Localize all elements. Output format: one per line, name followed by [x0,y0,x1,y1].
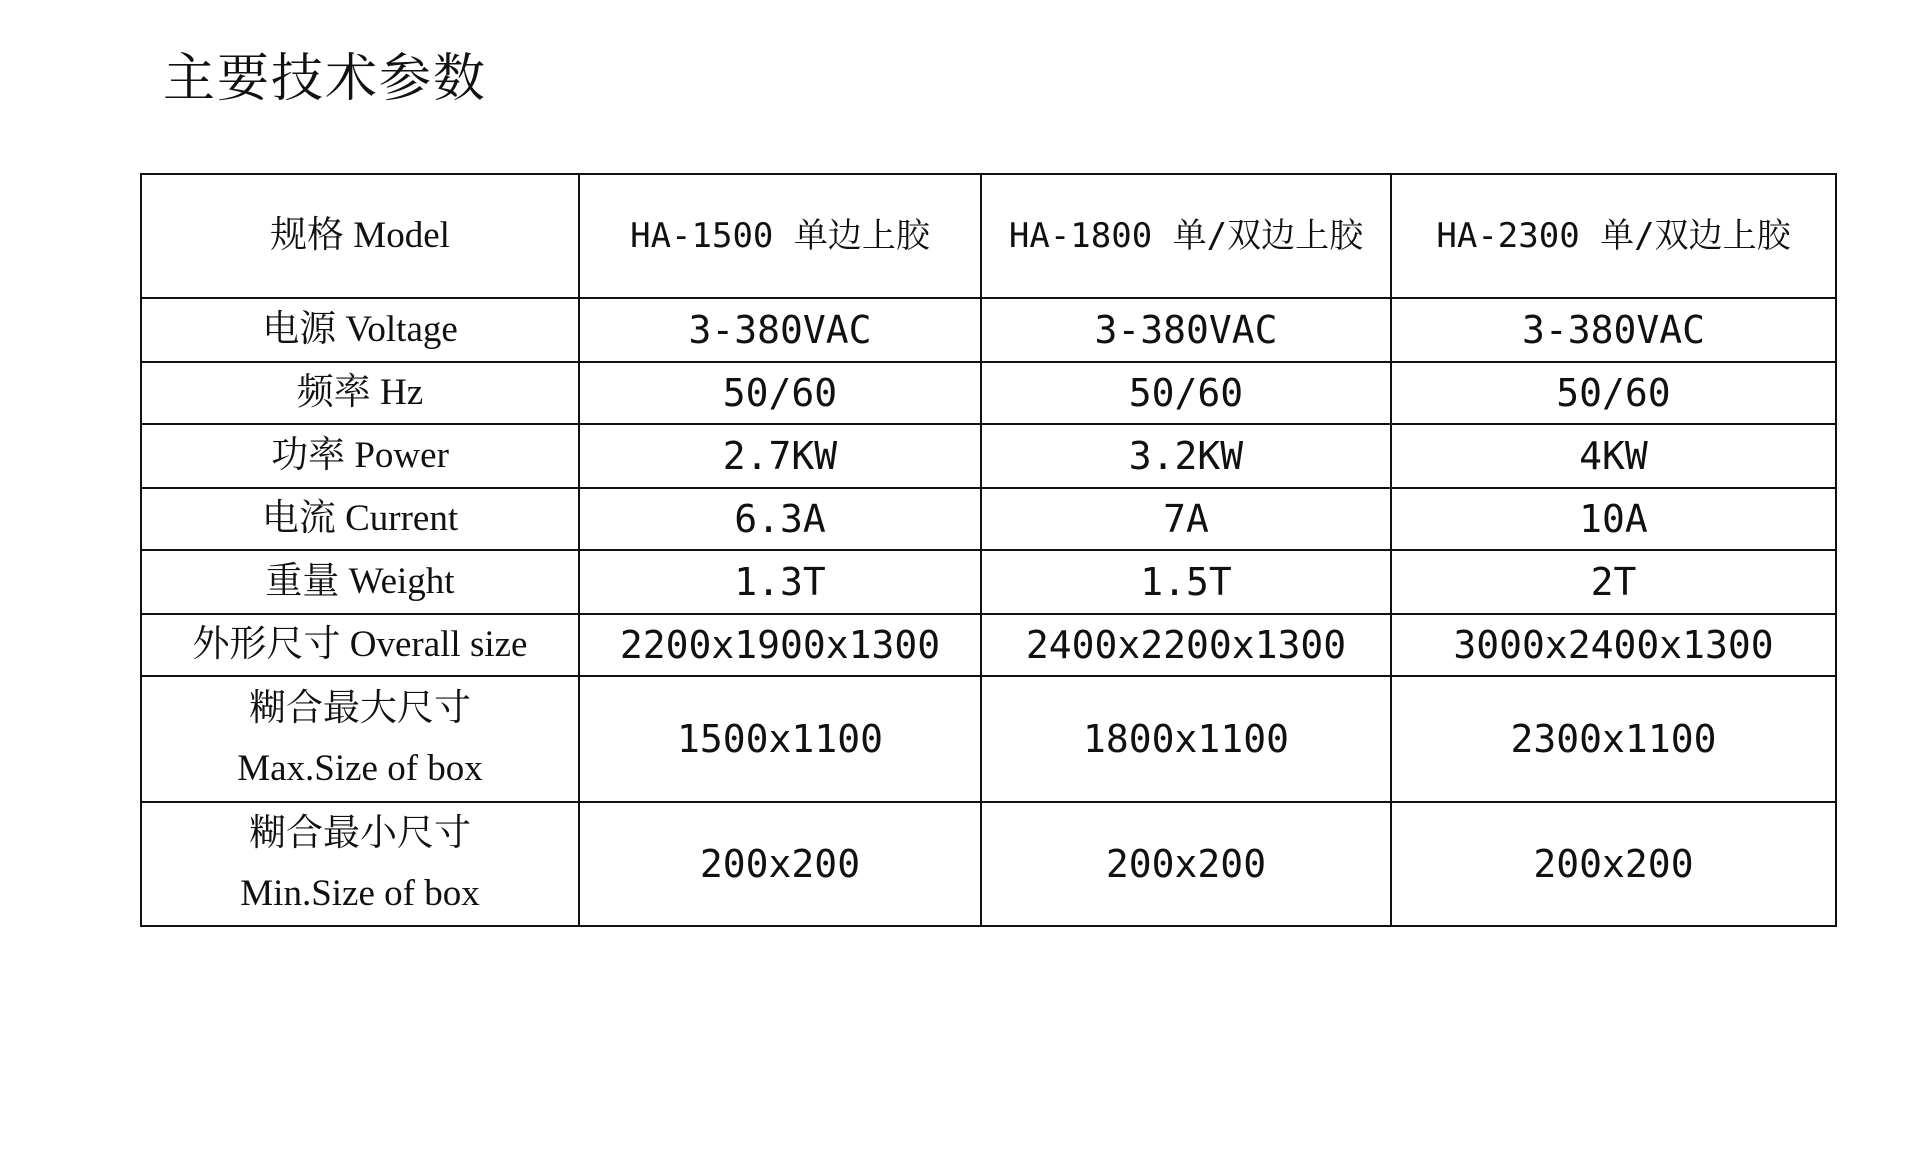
current-ha-1800: 7A [981,488,1391,550]
current-ha-2300: 10A [1391,488,1836,550]
table-row-model [141,174,1836,298]
table-row-power [141,424,1836,488]
row-label-voltage: 电源 Voltage [141,298,579,362]
weight-ha-1500: 1.3T [579,550,981,614]
page-title: 主要技术参数 [163,49,488,109]
frequency-ha-2300: 50/60 [1391,362,1836,424]
max-size-ha-1500: 1500x1100 [579,676,981,802]
power-ha-2300: 4KW [1391,424,1836,488]
table-row-min-size [141,802,1836,926]
min-size-label-zh: 糊合最小尺寸 [249,813,471,854]
max-size-label-zh: 糊合最大尺寸 [249,688,471,729]
row-label-weight: 重量 Weight [141,550,579,614]
min-size-label-en: Min.Size of box [240,873,480,914]
spec-table [140,173,1837,927]
model-ha-1500: HA-1500 单边上胶 [579,174,981,298]
overall-size-ha-1500: 2200x1900x1300 [579,614,981,676]
max-size-ha-1800: 1800x1100 [981,676,1391,802]
current-ha-1500: 6.3A [579,488,981,550]
table-row-voltage [141,298,1836,362]
row-label-model: 规格 Model [141,174,579,298]
table-row-max-size [141,676,1836,802]
voltage-ha-1800: 3-380VAC [981,298,1391,362]
row-label-current: 电流 Current [141,488,579,550]
frequency-ha-1800: 50/60 [981,362,1391,424]
weight-ha-1800: 1.5T [981,550,1391,614]
table-row-current [141,488,1836,550]
overall-size-ha-1800: 2400x2200x1300 [981,614,1391,676]
row-label-frequency: 频率 Hz [141,362,579,424]
model-ha-2300: HA-2300 单/双边上胶 [1391,174,1836,298]
table-row-frequency [141,362,1836,424]
min-size-ha-2300: 200x200 [1391,802,1836,926]
row-label-max-size [141,676,579,802]
frequency-ha-1500: 50/60 [579,362,981,424]
row-label-power: 功率 Power [141,424,579,488]
min-size-ha-1500: 200x200 [579,802,981,926]
row-label-overall-size: 外形尺寸 Overall size [141,614,579,676]
overall-size-ha-2300: 3000x2400x1300 [1391,614,1836,676]
table-row-overall-size [141,614,1836,676]
voltage-ha-1500: 3-380VAC [579,298,981,362]
row-label-min-size [141,802,579,926]
max-size-ha-2300: 2300x1100 [1391,676,1836,802]
model-ha-1800: HA-1800 单/双边上胶 [981,174,1391,298]
table-row-weight [141,550,1836,614]
power-ha-1800: 3.2KW [981,424,1391,488]
min-size-ha-1800: 200x200 [981,802,1391,926]
weight-ha-2300: 2T [1391,550,1836,614]
power-ha-1500: 2.7KW [579,424,981,488]
voltage-ha-2300: 3-380VAC [1391,298,1836,362]
max-size-label-en: Max.Size of box [237,748,483,789]
